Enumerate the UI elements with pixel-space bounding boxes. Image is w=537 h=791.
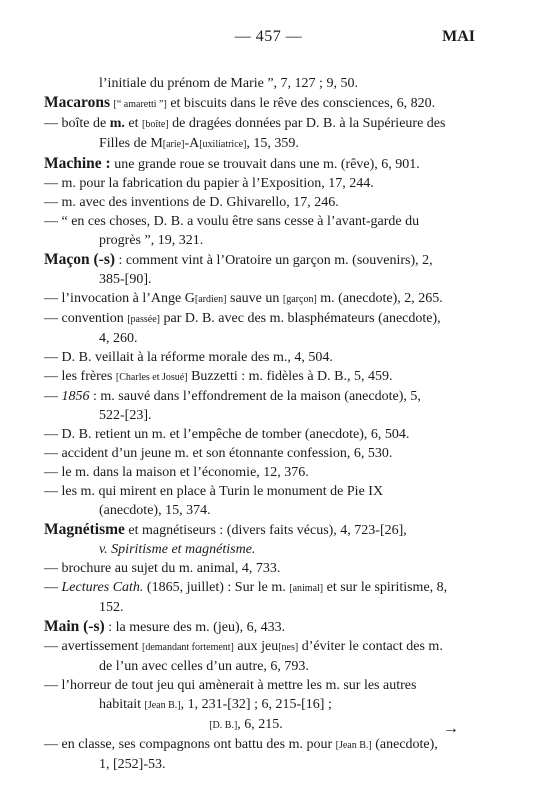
line-text: aux jeu <box>233 639 279 654</box>
line-text: sauve un <box>226 291 283 306</box>
index-line <box>44 578 448 617</box>
index-line <box>44 444 448 463</box>
entry-headword: Macarons <box>44 94 111 111</box>
line-text: par D. B. avec des m. blasphémateurs (anecdote), 4, 260. <box>99 311 441 346</box>
line-text: — les frères <box>44 369 116 384</box>
line-text: : comment vint à l’Oratoire un garçon m. (souvenirs), 2, 385-[90]. <box>99 253 433 287</box>
bracket-note: [Charles et Josué] <box>115 372 188 383</box>
running-title: MAI <box>442 28 475 45</box>
entry-headword: Maçon (-s) <box>44 251 116 268</box>
index-line <box>44 387 448 425</box>
index-entry-magnetisme <box>44 520 448 540</box>
index-line <box>44 309 448 348</box>
line-text: — <box>44 389 62 404</box>
line-text: , 15, 359. <box>246 136 299 151</box>
bracket-note: [Jean B.] <box>335 740 372 751</box>
index-entry-main <box>44 617 448 637</box>
index-line <box>44 367 448 387</box>
index-line <box>44 559 448 578</box>
line-text: et sur le spiritisme, 8, 152. <box>99 580 448 615</box>
bracket-note: [Jean B.] <box>144 700 181 711</box>
bracket-note: [boîte] <box>142 119 169 130</box>
bracket-note: [nes] <box>278 642 299 653</box>
line-text: — brochure au sujet du m. animal, 4, 733. <box>44 561 281 576</box>
index-line <box>44 425 448 444</box>
line-text: — le m. dans la maison et l’économie, 12, 376. <box>44 465 309 480</box>
page-header <box>0 28 537 52</box>
line-text: — m. pour la fabrication du papier à l’Exposition, 17, 244. <box>44 176 374 191</box>
line-text: (1865, juillet) : Sur le m. <box>143 580 290 595</box>
line-text: — “ en ces choses, D. B. a voulu être sans cesse à l’avant-garde du progrès ”, 19, 321. <box>44 214 420 248</box>
line-text: Lectures Cath. <box>61 580 144 595</box>
line-text: de dragées données par D. B. à la Supérieure des Filles de M <box>99 116 446 151</box>
line-text: d’éviter le contact des m. de l’un avec celles d’un autre, 6, 793. <box>99 639 443 674</box>
continue-arrow-icon: → <box>443 720 459 737</box>
index-line <box>44 114 448 154</box>
line-text: — boîte de <box>44 116 110 131</box>
index-line <box>44 74 448 93</box>
line-text: et <box>124 116 142 131</box>
bracket-note: [arie] <box>162 139 185 150</box>
see-also <box>44 540 448 559</box>
line-text: — en classe, ses compagnons ont battu des m. pour <box>44 737 336 752</box>
line-text: , 1, 231-[32] ; 6, 215-[16] ; <box>180 697 332 712</box>
line-text: m. <box>109 116 125 131</box>
index-entry-machine <box>44 154 448 174</box>
page-number: — 457 — <box>234 28 303 45</box>
line-text: — m. avec des inventions de D. Ghivarello, 17, 246. <box>44 195 339 210</box>
index-line <box>44 289 448 309</box>
bracket-note: [animal] <box>289 583 324 594</box>
index-line <box>44 735 448 774</box>
line-text: , 6, 215. <box>237 717 283 732</box>
bracket-note: [garçon] <box>282 294 317 305</box>
index-line <box>44 193 448 212</box>
index-line <box>44 482 448 520</box>
entry-headword: Machine : <box>44 155 111 172</box>
line-text: — D. B. veillait à la réforme morale des m., 4, 504. <box>44 350 333 365</box>
line-text: Buzzetti : m. fidèles à D. B., 5, 459. <box>187 369 393 384</box>
bracket-note: [uxiliatrice] <box>199 139 247 150</box>
index-line <box>44 463 448 482</box>
index-line <box>44 637 448 676</box>
bracket-note: [passée] <box>127 314 160 325</box>
index-line <box>44 715 448 735</box>
index-content <box>44 74 448 774</box>
line-text: (anecdote), 1, [252]-53. <box>99 737 438 772</box>
line-text: -A <box>184 136 200 151</box>
line-text: — les m. qui mirent en place à Turin le monument de Pie IX (anecdote), 15, 374. <box>44 484 384 518</box>
bracket-note: [“ amaretti ”] <box>113 99 167 110</box>
line-text: — <box>44 580 62 595</box>
bracket-note: [demandant fortement] <box>141 642 234 653</box>
line-text: : la mesure des m. (jeu), 6, 433. <box>104 620 286 635</box>
bracket-note: [D. B.] <box>209 720 238 731</box>
index-line <box>44 212 448 250</box>
line-text: et biscuits dans le rêve des consciences, 6, 820. <box>166 96 436 111</box>
line-text: une grande roue se trouvait dans une m. (rêve), 6, 901. <box>110 157 420 172</box>
line-text: — l’invocation à l’Ange G <box>44 291 195 306</box>
entry-headword: Magnétisme <box>44 521 125 538</box>
line-text: 1856 <box>61 389 90 404</box>
index-line <box>44 174 448 193</box>
line-text: et magnétiseurs : (divers faits vécus), 4, 723-[26], <box>124 523 407 538</box>
line-text: : m. sauvé dans l’effondrement de la maison (anecdote), 5, 522-[23]. <box>89 389 421 423</box>
index-entry-macon <box>44 250 448 289</box>
index-line <box>44 676 448 715</box>
entry-headword: Main (-s) <box>44 618 105 635</box>
index-line <box>44 348 448 367</box>
line-text: — accident d’un jeune m. et son étonnante confession, 6, 530. <box>44 446 393 461</box>
line-text: l’initiale du prénom de Marie ”, 7, 127 ; 9, 50. <box>99 76 358 91</box>
line-text: v. Spiritisme et magnétisme. <box>99 542 256 557</box>
line-text: m. (anecdote), 2, 265. <box>316 291 443 306</box>
line-text: — D. B. retient un m. et l’empêche de tomber (anecdote), 6, 504. <box>44 427 410 442</box>
line-text: — avertissement <box>44 639 142 654</box>
line-text: — l’horreur de tout jeu qui amènerait à mettre les m. sur les autres habitait <box>44 678 417 712</box>
index-entry-macarons <box>44 93 448 114</box>
bracket-note: [ardien] <box>194 294 227 305</box>
line-text: — convention <box>44 311 128 326</box>
